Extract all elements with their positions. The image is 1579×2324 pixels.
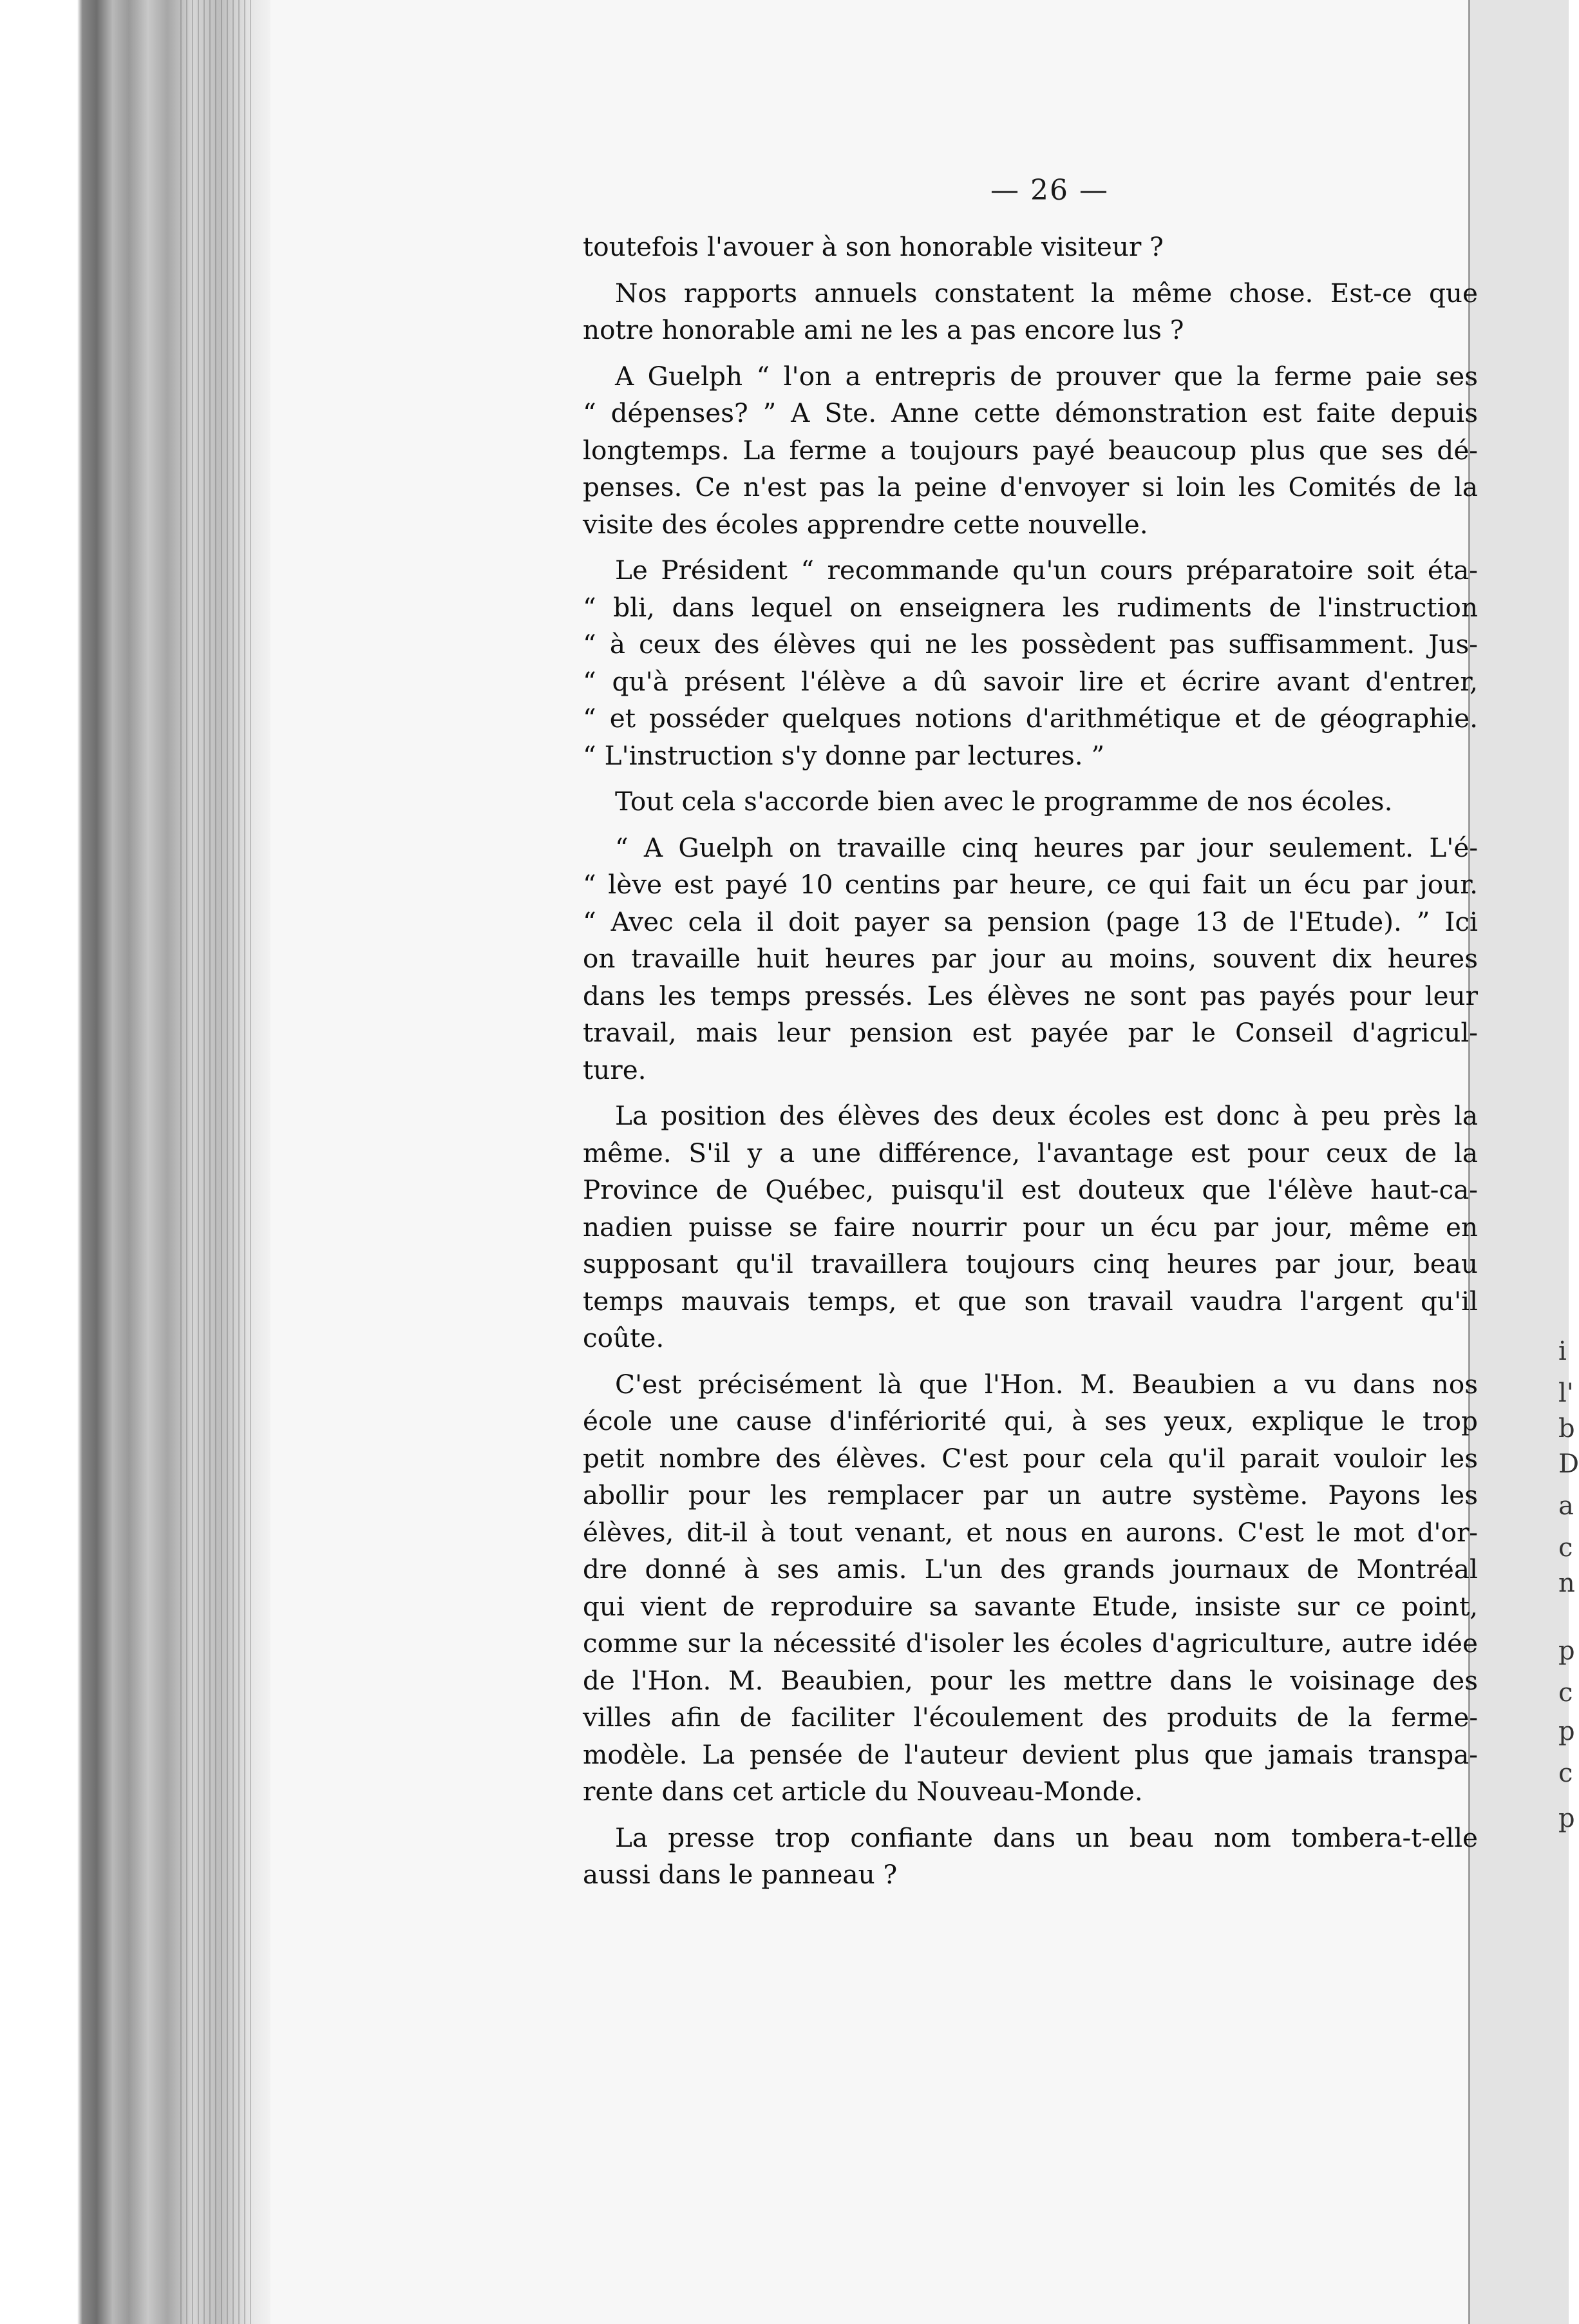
margin-fragment: l' — [1558, 1378, 1574, 1408]
paragraph-p1 — [583, 229, 1478, 266]
paragraph-p3 — [583, 358, 1478, 544]
text-line: coûte. — [583, 1322, 665, 1353]
text-line: école une cause d'infériorité qui, à ses yeux, explique le trop — [583, 1405, 1478, 1436]
text-line: même. S'il y a une différence, l'avantage est pour ceux de la — [583, 1137, 1478, 1168]
text-line: villes afin de faciliter l'écoulement des produits de la ferme- — [583, 1702, 1478, 1733]
margin-fragment: i — [1558, 1337, 1567, 1366]
text-line: aussi dans le panneau ? — [583, 1859, 898, 1890]
margin-fragment: b — [1558, 1414, 1575, 1443]
text-line: ture. — [583, 1054, 647, 1085]
margin-fragment: a — [1558, 1491, 1574, 1521]
margin-fragment: D — [1558, 1449, 1579, 1479]
stacked-page-edges — [180, 0, 251, 2324]
text-line: modèle. La pensée de l'auteur devient plus que jamais transpa- — [583, 1738, 1478, 1770]
text-line: on travaille huit heures par jour au moins, souvent dix heures — [583, 943, 1478, 974]
paragraph-p6 — [583, 830, 1478, 1089]
paragraph-p4 — [583, 552, 1478, 774]
text-line: Nos rapports annuels constatent la même chose. Est-ce que — [615, 277, 1478, 309]
paragraph-p8 — [583, 1366, 1478, 1811]
paragraph-p9 — [583, 1820, 1478, 1894]
text-line: dre donné à ses amis. L'un des grands journaux de Montréal — [583, 1554, 1478, 1585]
text-line: notre honorable ami ne les a pas encore lus ? — [583, 314, 1184, 345]
margin-fragment: p — [1558, 1717, 1575, 1746]
text-line: qui vient de reproduire sa savante Etude, insiste sur ce point, — [583, 1590, 1478, 1622]
paragraph-p5 — [583, 783, 1478, 821]
page-number: — 26 — — [990, 174, 1109, 207]
text-line: Province de Québec, puisqu'il est douteux que l'élève haut-ca- — [583, 1174, 1478, 1205]
margin-fragment: c — [1558, 1758, 1573, 1788]
text-line: petit nombre des élèves. C'est pour cela qu'il parait vouloir les — [583, 1442, 1478, 1474]
body-text — [583, 229, 1478, 1903]
text-line: comme sur la nécessité d'isoler les écoles d'agriculture, autre idée — [583, 1628, 1478, 1659]
text-line: “ lève est payé 10 centins par heure, ce qui fait un écu par jour. — [583, 869, 1478, 900]
text-line: La position des élèves des deux écoles est donc à peu près la — [615, 1100, 1478, 1131]
text-line: rente dans cet article du Nouveau-Monde. — [583, 1776, 1143, 1807]
text-line: de l'Hon. M. Beaubien, pour les mettre dans le voisinage des — [583, 1664, 1478, 1696]
text-line: travail, mais leur pension est payée par le Conseil d'agricul- — [583, 1017, 1478, 1048]
margin-fragment: c — [1558, 1678, 1573, 1708]
text-line: longtemps. La ferme a toujours payé beaucoup plus que ses dé- — [583, 434, 1478, 466]
margin-fragment: n — [1558, 1568, 1575, 1598]
text-line: temps mauvais temps, et que son travail vaudra l'argent qu'il — [583, 1285, 1478, 1317]
margin-fragment: p — [1558, 1804, 1575, 1833]
margin-fragment: p — [1558, 1636, 1575, 1666]
text-line: “ à ceux des élèves qui ne les possèdent pas suffisamment. Jus- — [583, 629, 1478, 660]
text-line: abollir pour les remplacer par un autre système. Payons les — [583, 1480, 1478, 1510]
text-line: penses. Ce n'est pas la peine d'envoyer si loin les Comités de la — [583, 471, 1478, 502]
text-line: toutefois l'avouer à son honorable visiteur ? — [583, 231, 1164, 262]
text-line: “ qu'à présent l'élève a dû savoir lire et écrire avant d'entrer, — [583, 665, 1478, 697]
paragraph-p2 — [583, 275, 1478, 349]
text-line: “ dépenses? ” A Ste. Anne cette démonstration est faite depuis — [583, 397, 1478, 428]
text-line: supposant qu'il travaillera toujours cinq heures par jour, beau — [583, 1248, 1478, 1279]
text-line: “ Avec cela il doit payer sa pension (page 13 de l'Etude). ” Ici — [583, 906, 1478, 937]
text-line: dans les temps pressés. Les élèves ne sont pas payés pour leur — [583, 980, 1478, 1011]
text-line: nadien puisse se faire nourrir pour un écu par jour, même en — [583, 1211, 1478, 1243]
text-line: “ bli, dans lequel on enseignera les rudiments de l'instruction — [583, 591, 1478, 623]
text-line: C'est précisément là que l'Hon. M. Beaubien a vu dans nos — [615, 1368, 1478, 1400]
text-line: élèves, dit-il à tout venant, et nous en aurons. C'est le mot d'or- — [583, 1516, 1478, 1548]
text-line: Tout cela s'accorde bien avec le programme de nos écoles. — [615, 786, 1393, 817]
text-line: A Guelph “ l'on a entrepris de prouver que la ferme paie ses — [615, 360, 1478, 392]
text-line: “ et posséder quelques notions d'arithmétique et de géographie. — [583, 703, 1478, 734]
text-line: visite des écoles apprendre cette nouvelle. — [583, 508, 1148, 540]
adjacent-page-bleed — [1468, 0, 1579, 2324]
text-line: “ L'instruction s'y donne par lectures. ” — [583, 739, 1105, 771]
text-line: “ A Guelph on travaille cinq heures par jour seulement. L'é- — [615, 832, 1478, 863]
text-line: La presse trop confiante dans un beau nom tombera-t-elle — [615, 1822, 1478, 1853]
paragraph-p7 — [583, 1098, 1478, 1357]
margin-fragment: c — [1558, 1533, 1573, 1563]
text-line: Le Président “ recommande qu'un cours préparatoire soit éta- — [615, 555, 1478, 586]
